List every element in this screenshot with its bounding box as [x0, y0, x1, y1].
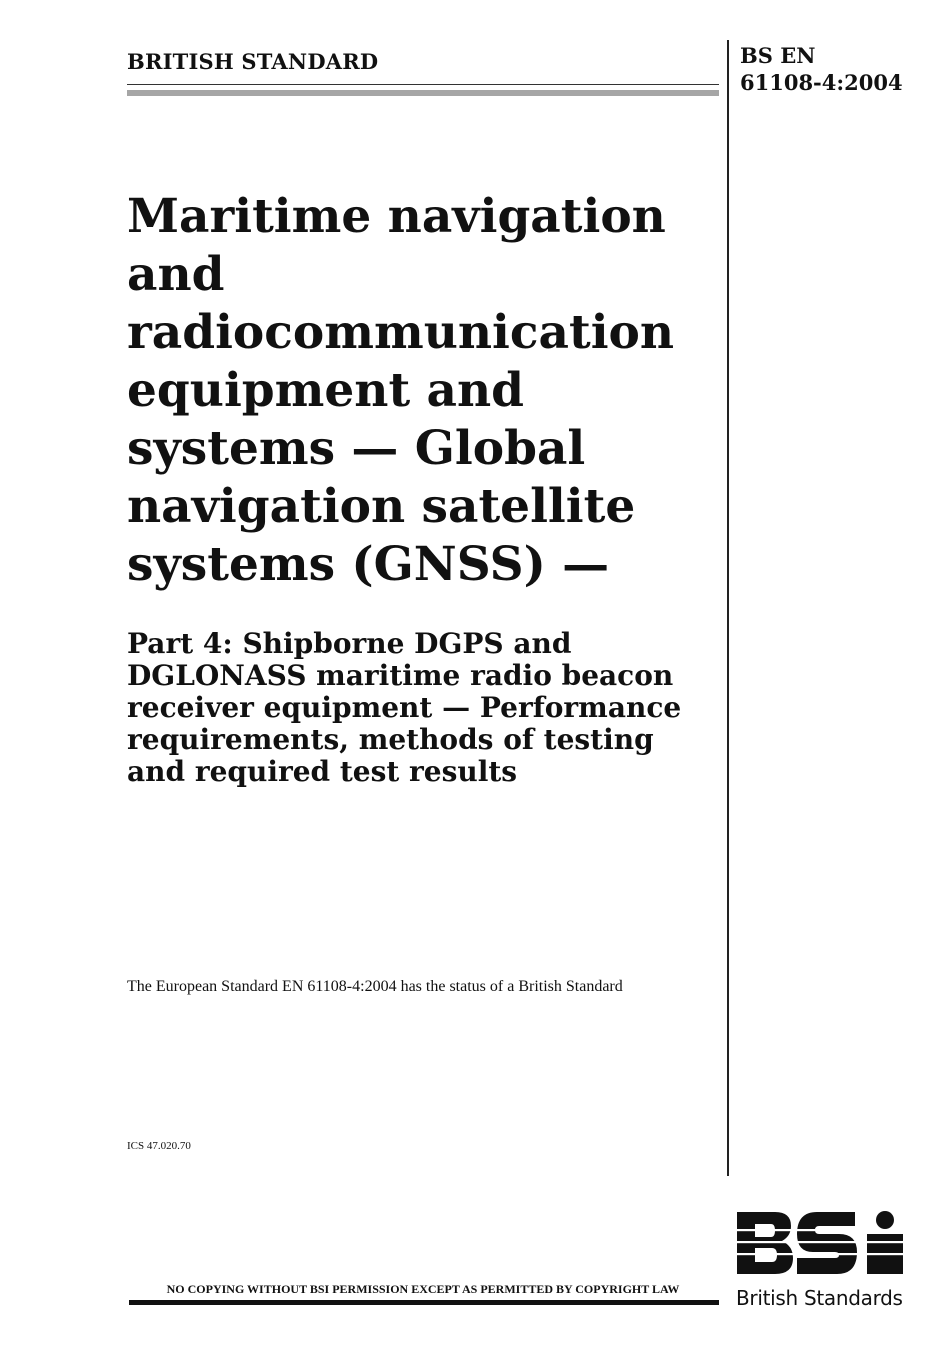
standard-type-label: BRITISH STANDARD: [127, 49, 379, 74]
ics-code: ICS 47.020.70: [127, 1140, 191, 1152]
footer-rule: [129, 1300, 719, 1305]
bsi-logo-caption: British Standards: [736, 1286, 903, 1310]
header-thick-rule: [127, 90, 719, 96]
status-note: The European Standard EN 61108-4:2004 has the status of a British Standard: [127, 978, 623, 995]
header-thin-rule: [127, 84, 719, 85]
bsi-logo-icon: [735, 1210, 905, 1276]
document-number-line1: BS EN: [740, 43, 816, 68]
document-number: [740, 42, 903, 96]
part-subtitle: Part 4: Shipborne DGPS and DGLONASS maritime radio beacon receiver equipment — Performance requirements, methods of testing and required test results: [127, 627, 682, 788]
vertical-divider: [727, 40, 729, 1176]
main-title: Maritime navigation and radiocommunication equipment and systems — Global navigation satellite systems (GNSS) —: [127, 189, 675, 592]
copyright-notice: NO COPYING WITHOUT BSI PERMISSION EXCEPT AS PERMITTED BY COPYRIGHT LAW: [166, 1282, 680, 1296]
document-number-line2: 61108-4:2004: [740, 70, 903, 95]
